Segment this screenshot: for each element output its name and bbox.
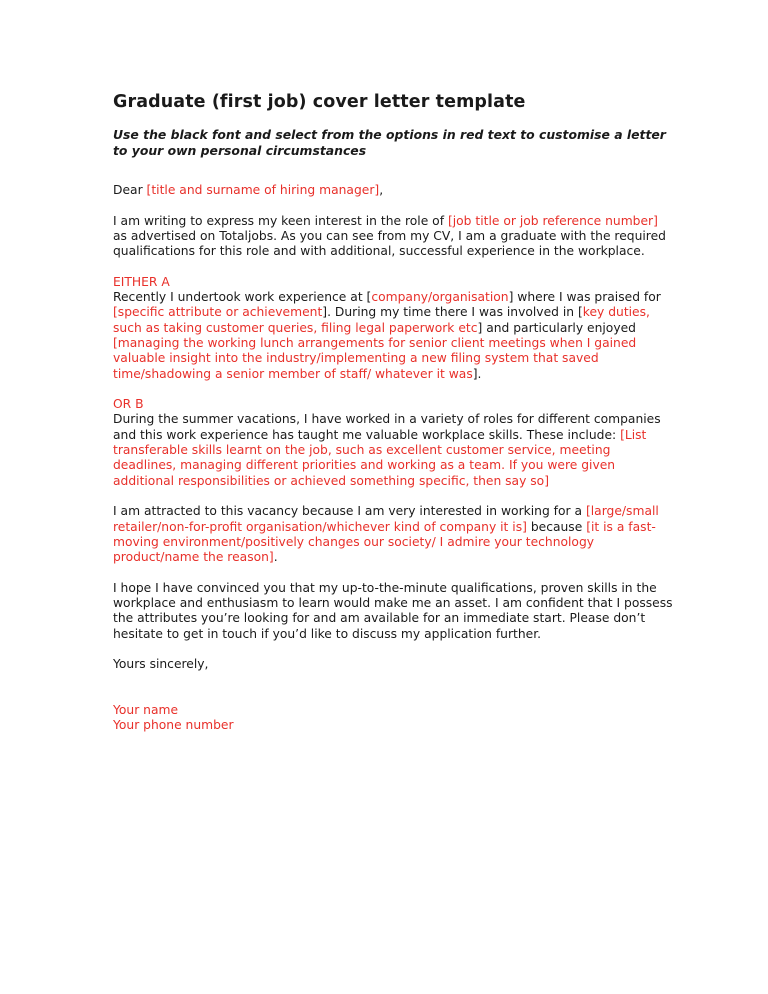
duties-placeholder: key duties, such as taking customer queries, filing legal paperwork etc bbox=[113, 305, 650, 335]
page-title: Graduate (first job) cover letter template bbox=[113, 92, 526, 112]
intro-text-2: as advertised on Totaljobs. As you can see from my CV, I am a graduate with the required qualifications for this role and with additional, successful experience in the workplace. bbox=[113, 228, 666, 259]
option-a-text-2: ] where I was praised for bbox=[508, 290, 661, 305]
company-type-placeholder: [large/small retailer/non-for-profit organisation/whichever kind of company it is] bbox=[113, 504, 659, 534]
letter-content bbox=[113, 91, 673, 734]
option-a-text-1: Recently I undertook work experience at [ bbox=[113, 290, 372, 305]
option-a-text-3: ]. During my time there I was involved in [ bbox=[322, 305, 583, 320]
intro-paragraph bbox=[113, 214, 673, 260]
salutation-suffix: , bbox=[379, 183, 384, 197]
option-a-heading: EITHER A bbox=[113, 274, 170, 289]
signature-block bbox=[113, 703, 673, 734]
closing-line: Yours sincerely, bbox=[113, 657, 209, 672]
reason-placeholder: [it is a fast-moving environment/positively changes our society/ I admire your technology product/name the reason] bbox=[113, 519, 656, 565]
instructions-text: Use the black font and select from the options in red text to customise a letter to your own personal circumstances bbox=[113, 127, 666, 158]
salutation-placeholder: [title and surname of hiring manager] bbox=[146, 183, 380, 197]
skills-placeholder: [List transferable skills learnt on the job, such as excellent customer service, meeting deadlines, managing different priorities and working as a team. If you were given additional responsibilities or achieved something specific, then say so] bbox=[113, 427, 647, 488]
salutation-prefix: Dear bbox=[113, 183, 147, 197]
option-b-paragraph bbox=[113, 397, 673, 489]
attribute-placeholder: [specific attribute or achievement bbox=[113, 305, 323, 320]
option-a-text-4: ] and particularly enjoyed bbox=[477, 320, 636, 335]
option-b-text-1: During the summer vacations, I have worked in a variety of roles for different companies and this work experience has taught me valuable workplace skills. These include: bbox=[113, 412, 661, 442]
conclusion-paragraph: I hope I have convinced you that my up-to-the-minute qualifications, proven skills in the workplace and enthusiasm to learn would make me an asset. I am confident that I possess the attributes you’re looking for and am available for an immediate start. Please don’t hesitate to get in touch if you’d like to discuss my application further. bbox=[113, 580, 673, 641]
option-a-text-5: ]. bbox=[472, 366, 482, 381]
enjoyed-placeholder: [managing the working lunch arrangements for senior client meetings when I gained valuable insight into the industry/implementing a new filing system that saved time/shadowing a senior member of staff/ whatever it was bbox=[113, 335, 637, 381]
motivation-text-2: because bbox=[526, 519, 587, 534]
job-title-placeholder: [job title or job reference number] bbox=[447, 213, 658, 228]
option-b-heading: OR B bbox=[113, 397, 144, 412]
salutation-line bbox=[113, 183, 673, 198]
intro-text-1: I am writing to express my keen interest in the role of bbox=[113, 213, 448, 228]
signature-name: Your name bbox=[113, 703, 179, 718]
option-a-paragraph bbox=[113, 275, 673, 382]
motivation-text-1: I am attracted to this vacancy because I am very interested in working for a bbox=[113, 504, 586, 519]
motivation-text-3: . bbox=[273, 550, 278, 565]
signature-phone: Your phone number bbox=[113, 718, 234, 733]
motivation-paragraph bbox=[113, 504, 673, 565]
company-placeholder: company/organisation bbox=[371, 290, 509, 305]
